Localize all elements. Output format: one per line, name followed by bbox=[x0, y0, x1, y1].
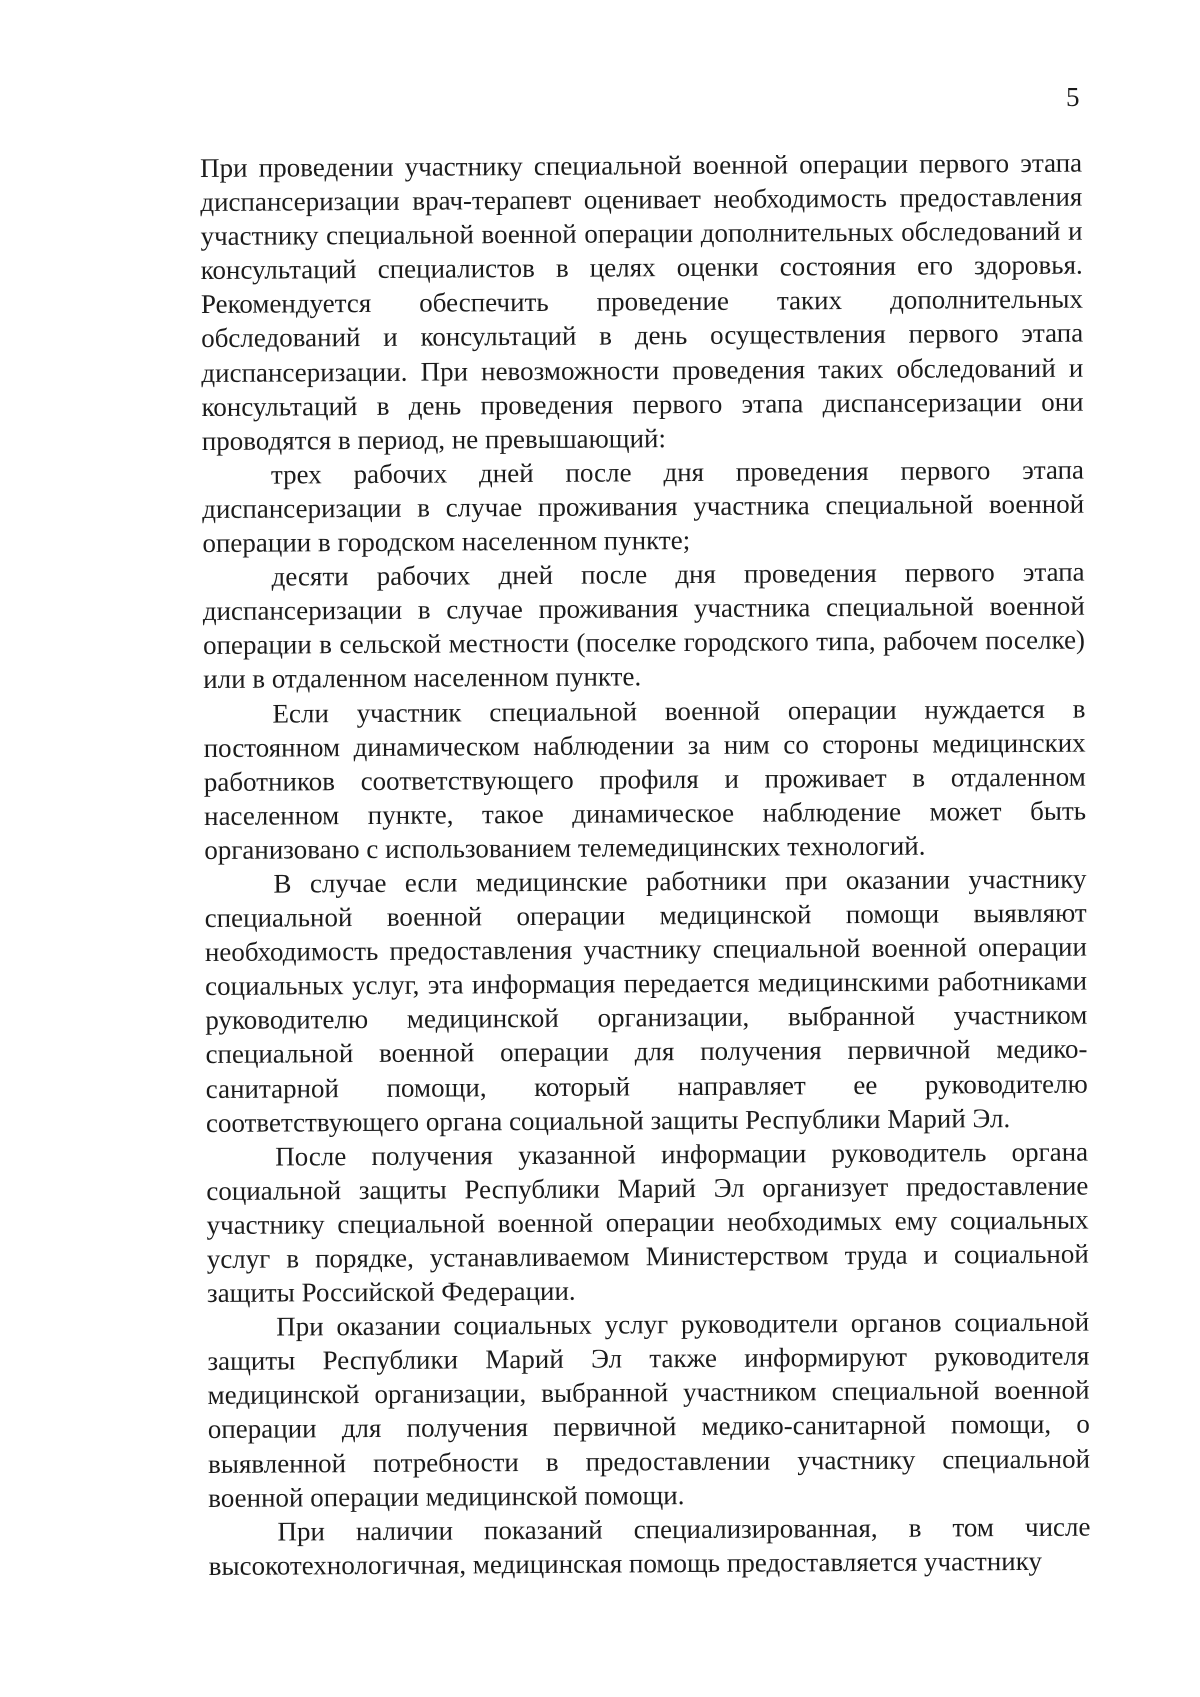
paragraph: десяти рабочих дней после дня проведения первого этапа диспансеризации в случае проживания участника специальной военной операции в сельской местности (поселке городского типа, рабочем поселке) или в отдаленном населенном пункте. bbox=[202, 556, 1086, 695]
paragraph: В случае если медицинские работники при оказании участнику специальной военной операции медицинской помощи выявляют необходимость предоставления участнику специальной военной операции социальных услуг, эта информация передается медицинскими работниками руководителю медицинской организации, выбранной участником специальной военной операции для получения первичной медико-санитарной помощи, который направляет ее руководителю соответствующего органа социальной защиты Республики Марий Эл. bbox=[204, 863, 1088, 1138]
paragraph: Если участник специальной военной операции нуждается в постоянном динамическом наблюдении за ним со стороны медицинских работников соответствующего профиля и проживает в отдаленном населенном пункте, такое динамическое наблюдение может быть организовано с использованием телемедицинских технологий. bbox=[203, 693, 1087, 865]
paragraph: При проведении участнику специальной военной операции первого этапа диспансеризации врач-терапевт оценивает необходимость предоставления участнику специальной военной операции дополнительных обследований и консультаций специалистов в целях оценки состояния его здоровья. Рекомендуется обеспечить проведение таких дополнительных обследований и консультаций в день осуществления первого этапа диспансеризации. При невозможности проведения таких обследований и консультаций в день проведения первого этапа диспансеризации они проводятся в период, не превышающий: bbox=[200, 147, 1084, 456]
paragraph: После получения указанной информации руководитель органа социальной защиты Республики Марий Эл организует предоставление участнику специальной военной операции необходимых ему социальных услуг в порядке, устанавливаемом Министерством труда и социальной защиты Российской Федерации. bbox=[206, 1136, 1089, 1309]
page-number: 5 bbox=[1066, 82, 1080, 112]
paragraph: При оказании социальных услуг руководители органов социальной защиты Республики Марий Эл также информируют руководителя медицинской организации, выбранной участником специальной военной операции для получения первичной медико-санитарной помощи, о выявленной потребности в предоставлении участнику специальной военной операции медицинской помощи. bbox=[207, 1306, 1091, 1513]
paragraph: При наличии показаний специализированная, в том числе высокотехнологичная, медицинская помощь предоставляется участнику bbox=[208, 1511, 1091, 1581]
document-body bbox=[200, 146, 1091, 1583]
paragraph: трех рабочих дней после дня проведения первого этапа диспансеризации в случае проживания участника специальной военной операции в городском населенном пункте; bbox=[202, 454, 1085, 559]
